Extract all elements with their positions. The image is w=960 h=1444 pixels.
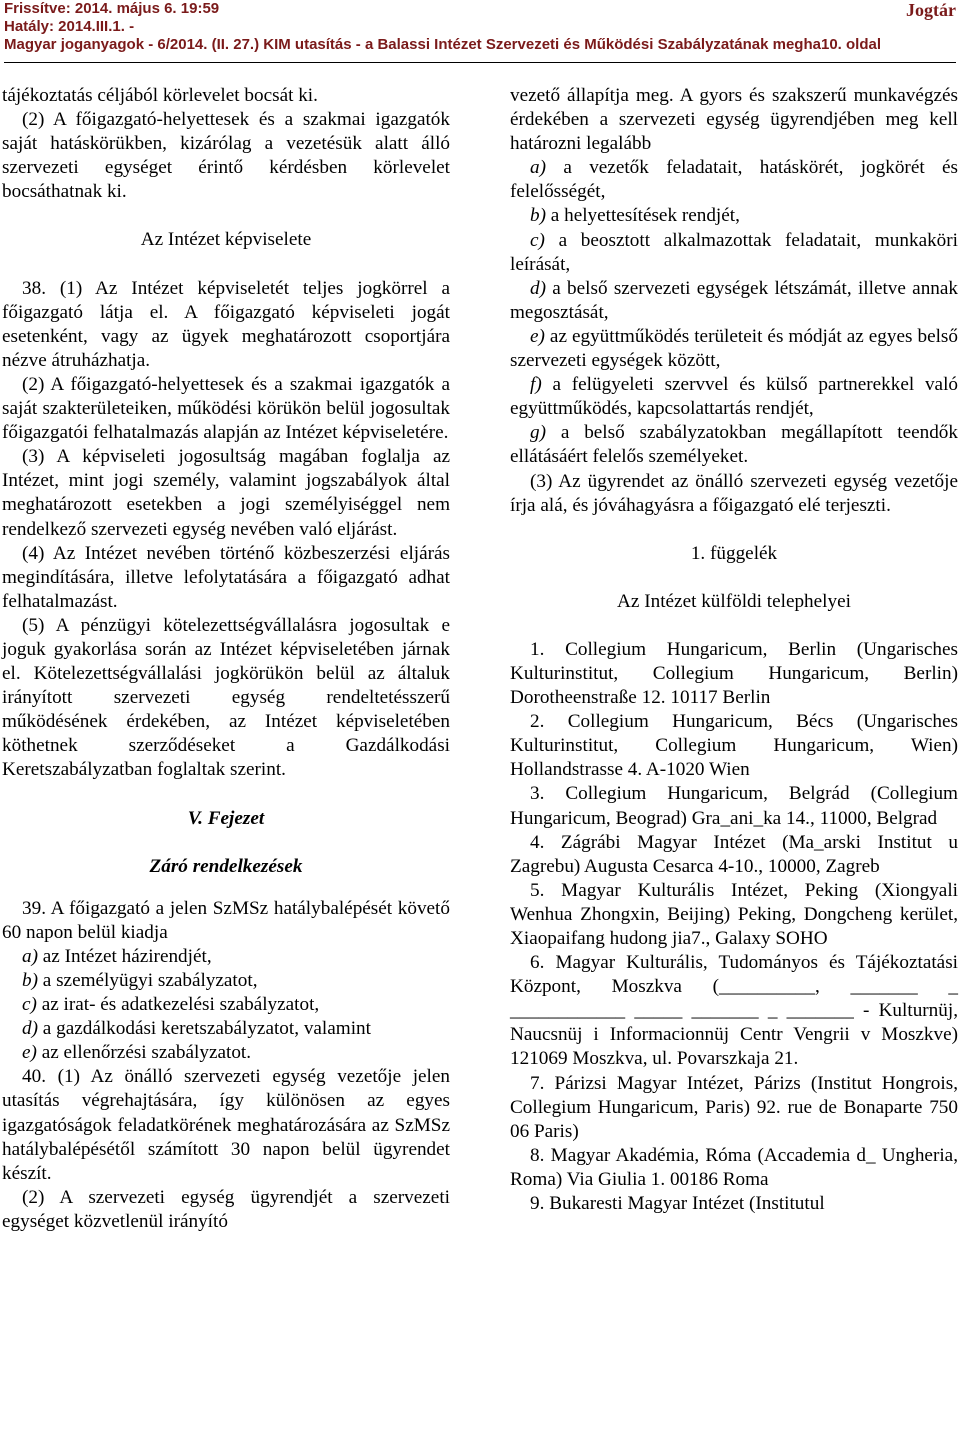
paragraph-40-2: (2) A szervezeti egység ügyrendjét a szervezeti egységet közvetlenül irányító [2,1186,450,1232]
chapter-number: V. Fejezet [187,807,265,829]
appendix-number: 1. függelék [690,542,778,564]
right-column [510,84,958,1216]
list-item [510,421,958,469]
paragraph-38-2: (2) A főigazgató-helyettesek és a szakmai igazgatók a saját szakterületeiken, működési körükön belül jogosultak főigazgatói felhatalmazás alapján az Intézet képviseletére. [2,373,450,444]
list-mark: d) [530,277,546,299]
list-item [510,156,958,204]
paragraph-39: 39. A főigazgató a jelen SzMSz hatálybalépését követő 60 napon belül kiadja [2,897,450,943]
list-mark: e) [530,325,545,347]
paragraph-38-5: (5) A pénzügyi kötelezettségvállalásra jogosultak e joguk gyakorlása során az Intézet képviseletében járnak el. Kötelezettségvállalási jogkörükön belül az általuk irányított szervezeti egység rendeltetésszerű működésének érdekében, az Intézet képviseletében köthetnek szerződéseket a Gazdálkodási Keretszabályzatban foglaltak szerint. [2,614,450,781]
list-item [510,325,958,373]
paragraph-38-4: (4) Az Intézet nevében történő közbeszerzési eljárás megindítására, illetve lefolytatására a főigazgató adhat felhatalmazást. [2,542,450,612]
list-text: a gazdálkodási keretszabályzatot, valamint [37,1018,371,1040]
list-text: az együttműködés területeit és módját az egyes belső szervezeti egységek között, [510,325,958,372]
header-divider [4,62,956,63]
list-mark: a) [22,945,38,967]
site-item: 3. Collegium Hungaricum, Belgrád (Collegium Hungaricum, Beograd) Gra_ani_ka 14., 11000, Belgrad [510,783,958,829]
site-item: 5. Magyar Kulturális Intézet, Peking (Xiongyali Wenhua Zhongxin, Beijing) Peking, Dongcheng kerület, Xiaopaifang hudong jia7., Galaxy SOHO [510,879,958,949]
paragraph-40-3: (3) Az ügyrendet az önálló szervezeti egység vezetője írja alá, és jóváhagyásra a főigazgató elé terjeszti. [510,470,958,516]
list-mark: c) [22,994,37,1016]
list-mark: c) [530,229,545,251]
list-item [510,229,958,277]
site-item: 1. Collegium Hungaricum, Berlin (Ungarisches Kulturinstitut, Collegium Hungaricum, Berlin) Dorotheenstraße 12. 10117 Berlin [510,638,958,709]
list-item [510,373,958,421]
appendix-title: Az Intézet külföldi telephelyei [617,590,851,612]
paragraph-38-3: (3) A képviseleti jogosultság magában foglalja az Intézet, mint jogi személy, valamint jogszabályok által meghatározott esetekben a jogi személyiséggel nem rendelkező szervezeti egység nevében való eljárást. [2,446,450,540]
list-mark: b) [22,970,38,991]
paragraph: vezető állapítja meg. A gyors és szakszerű munkavégzés érdekében a szervezeti egység ügyrendjében meg kell határozni legalább [510,85,958,155]
paragraph-40-1: 40. (1) Az önálló szervezeti egység vezetője jelen utasítás végrehajtására, így különösen az egyes igazgatóságok feladatkörének meghatározására az SzMSz hatálybalépésétől számított 30 napon belül ügyrendet készít. [2,1066,450,1184]
list-mark: a) [530,157,546,179]
document-title-line: Magyar joganyagok - 6/2014. (II. 27.) KIM utasítás - a Balassi Intézet Szervezeti és Működési Szabályzatának megha10. oldal [4,36,881,53]
list-mark: g) [530,422,546,444]
list-item [510,204,958,228]
site-item: 8. Magyar Akadémia, Róma (Accademia d_ Ungheria, Roma) Via Giulia 1. 00186 Roma [510,1144,958,1190]
site-item: 9. Bukaresti Magyar Intézet (Institutul [530,1193,825,1215]
site-item: 2. Collegium Hungaricum, Bécs (Ungarisches Kulturinstitut, Collegium Hungaricum, Wien) Hollandstrasse 4. A-1020 Wien [510,711,958,781]
paragraph-38-1: 38. (1) Az Intézet képviseletét teljes jogkörrel a főigazgató látja el. A főigazgató képviseleti jogát esetenként, vagy az ügyek meghatározott csoportjára nézve átruházhatja. [2,277,450,371]
list-text: a belső szabályzatokban megállapított teendők ellátásáért felelős személyeket. [510,422,958,468]
list-text: a vezetők feladatait, hatáskörét, jogkörét és felelősségét, [510,157,958,203]
list-text: a belső szervezeti egységek létszámát, illetve annak megosztását, [510,277,958,323]
list-text: a helyettesítések rendjét, [545,205,740,227]
list-mark: f) [530,374,542,396]
updated-timestamp: Frissítve: 2014. május 6. 19:59 [4,0,220,17]
site-item: 7. Párizsi Magyar Intézet, Párizs (Institut Hongrois, Collegium Hungaricum, Paris) 92. rue de Bonaparte 750 06 Paris) [510,1072,958,1142]
list-item [2,993,450,1017]
list-item [510,277,958,325]
jogtar-brand: Jogtár [906,0,956,20]
list-text: az irat- és adatkezelési szabályzatot, [36,994,320,1016]
list-text: a felügyeleti szervvel és külső partnerekkel való együttműködés, kapcsolattartás rendjét, [510,374,958,420]
list-mark: b) [530,205,546,227]
left-column [2,84,450,1234]
site-item: 4. Zágrábi Magyar Intézet (Ma_arski Institut u Zagrebu) Augusta Cesarca 4-10., 10000, Zagreb [510,831,958,877]
list-item [2,969,450,993]
site-item: 6. Magyar Kulturális, Tudományos és Tájékoztatási Központ, Moszkva (__________, _______ _ ____________ _____ _______ _ _______ - Kulturnüj, Naucsnüj i Informacionnüj Centr Vengrii v Moszkve) 121069 Moszkva, ul. Povarszkaja 21. [510,952,958,1070]
list-text: a személyügyi szabályzatot, [37,970,258,991]
chapter-title: Záró rendelkezések [149,855,303,877]
section-heading: Az Intézet képviselete [140,229,312,251]
list-item [2,1017,450,1041]
validity-line: Hatály: 2014.III.1. - [4,18,135,35]
list-text: a beosztott alkalmazottak feladatait, munkaköri leírását, [510,229,958,275]
paragraph: (2) A főigazgató-helyettesek és a szakmai igazgatók saját hatáskörükben, kizárólag a vezetésük alatt álló szervezeti egységet érintő kérdésben körlevelet bocsáthatnak ki. [2,109,450,203]
page-header [4,0,956,56]
paragraph: tájékoztatás céljából körlevelet bocsát ki. [2,85,318,106]
list-mark: d) [22,1018,38,1040]
list-text: az ellenőrzési szabályzatot. [36,1042,252,1064]
list-mark: e) [22,1042,37,1064]
list-item [2,1041,450,1065]
list-item [2,945,450,969]
list-text: az Intézet házirendjét, [37,945,212,967]
